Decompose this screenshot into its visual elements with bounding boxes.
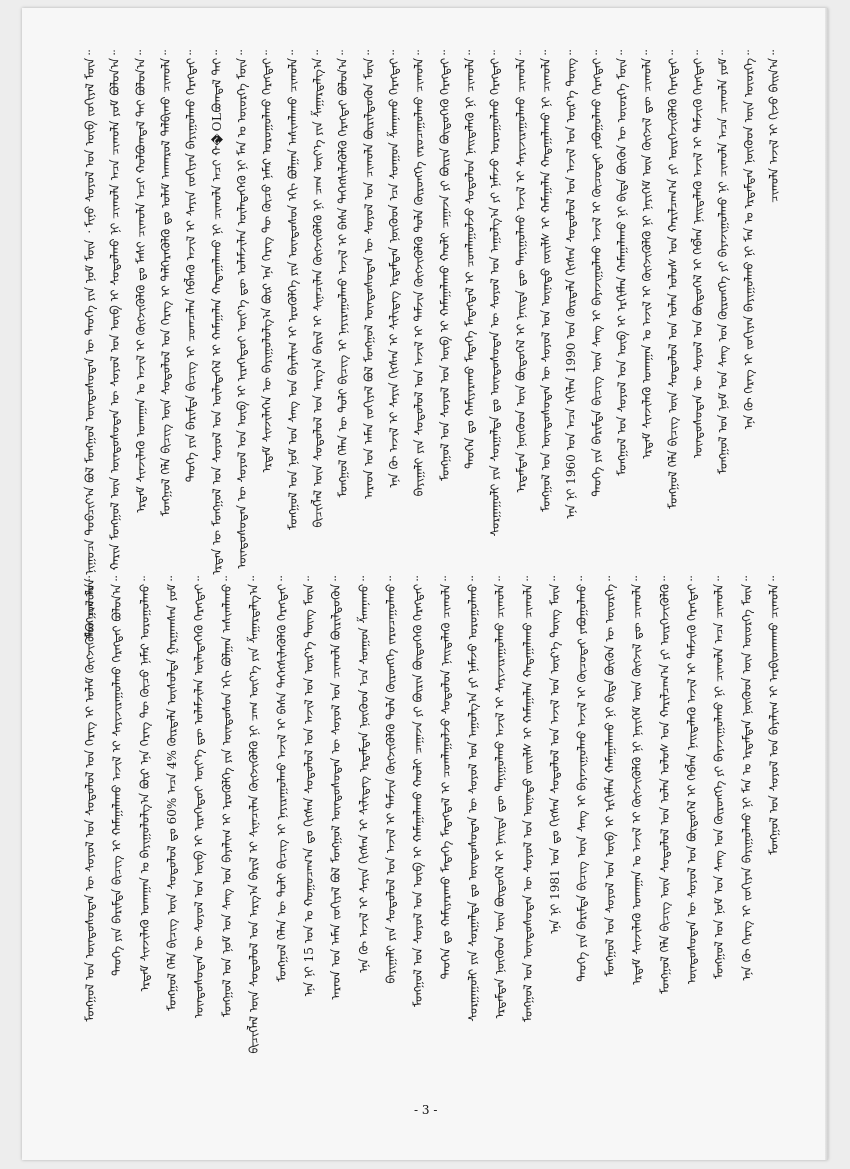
upper-text-line: ᠮᠣᠩᠭᠣᠯ ᠤᠨ ᠨᠣᠮ ᠤᠨ ᠰᠠᠩ ᠤᠨ ᠪᠠᠶᠠᠯᠢᠭ ᠢ ᠡᠷᠦᠭᠦᠯᠭᠡ ᠶᠢᠨ ᠦᠨᠳᠦᠰᠦᠨ ᠡᠬᠢ ᠪᠣᠯᠭᠠᠨ ᠠᠰᠢᠭᠯᠠᠬᠤ ᠴᠢᠬᠤᠯᠠ᠃	[285, 50, 300, 530]
upper-text-line: ᠠᠷᠠᠳ ᠤᠨ ᠠᠮᠠᠨ ᠵᠣᠬᠢᠶᠠᠯ ᠪᠣᠯ ᠮᠣᠩᠭᠣᠯ ᠦᠨᠳᠦᠰᠦᠲᠡᠨ ᠦ ᠰᠣᠶᠣᠯ ᠤᠨ ᠴᠢᠬᠤᠯᠠ ᠪᠦᠷᠢᠯᠳᠦᠬᠦᠨ ᠮᠥᠨ᠃	[361, 50, 376, 500]
upper-text-line: ᠪᠠᠶᠢᠭᠠᠯᠢ ᠶᠢᠨ ᠰᠤᠳᠤᠯᠤᠯ ᠤᠨ ᠠᠵᠢᠯ ᠢ ᠳᠡᠮᠵᠢᠨ ᠬᠥᠭᠵᠢᠭᠦᠯᠬᠦ ᠲᠤᠯᠠ ᠬᠥᠷᠥᠩᠭᠡ ᠵᠠᠷᠤᠴᠠᠭᠤᠯᠬᠤ ᠴᠢᠬᠤᠯᠠ᠃	[412, 50, 427, 497]
upper-text-line: ᠡᠨᠡ ᠬᠦ ᠬᠡᠷᠡᠭ ᠢ ᠵᠣᠬᠢᠶᠠᠨ ᠪᠠᠶᠢᠭᠤᠯᠬᠤ ᠨᠢ ᠮᠠᠨ ᠤ ᠡᠷᠳᠡᠮᠲᠡᠨ ᠨᠦ᠋ᠭᠦᠳ ᠦᠨ ᠦᠦᠷᠭᠡ᠃	[741, 50, 756, 430]
lower-text-line: ᠡᠷᠳᠡᠮ ᠰᠢᠨᠵᠢᠯᠡᠬᠦ ᠤᠬᠠᠭᠠᠨ ᠤ ᠪᠠᠶᠢᠭᠤᠯᠤᠯᠭ᠎ᠠ ᠪᠦᠷ ᠡᠨᠡ ᠬᠡᠷᠡᠭ ᠲᠦ ᠬᠦᠴᠦ ᠨᠡᠮᠡᠷ ᠣᠷᠤᠭᠤᠯᠬᠤ᠃	[137, 576, 152, 992]
upper-text-line: ᠪᠢᠴᠢᠭᠯᠡᠯ ᠦᠨ ᠰᠤᠳᠤᠯᠤᠯ ᠤᠨ ᠠᠷᠭ᠎ᠠ ᠪᠠᠷᠢᠯ ᠢ ᠰᠢᠨᠡᠴᠢᠯᠡᠨ ᠬᠥᠭᠵᠢᠭᠦᠯᠬᠦ ᠨᠢ ᠴᠠᠭ ᠦᠶ᠎ᠡ ᠶᠢᠨ ᠱᠠᠭᠠᠷᠳᠠᠯᠭ᠎ᠠ᠃	[310, 50, 325, 528]
lower-text-line: ᠠᠷᠠᠳ ᠤᠨ ᠠᠮᠠᠨ ᠵᠣᠬᠢᠶᠠᠯ ᠪᠣᠯ ᠮᠣᠩᠭᠣᠯ ᠦᠨᠳᠦᠰᠦᠲᠡᠨ ᠦ ᠰᠣᠶᠣᠯ ᠤᠨ ᠴᠢᠬᠤᠯᠠ ᠪᠦᠷᠢᠯᠳᠦᠬᠦᠨ᠃	[329, 576, 344, 1000]
lower-text-line: ᠡᠷᠳᠡᠮ ᠰᠢᠨᠵᠢᠯᠡᠬᠦ ᠤᠬᠠᠭᠠᠨ ᠤ ᠠᠵᠢᠯ ᠢ ᠬᠥᠭᠵᠢᠭᠦᠯᠬᠦ ᠨᠢ ᠨᠡᠶᠢᠭᠡᠮ ᠦᠨ ᠬᠥᠭᠵᠢᠯ ᠳᠦ ᠴᠢᠬᠤᠯᠠ᠃	[630, 576, 645, 985]
lower-text-line: ᠮᠣᠩᠭᠣᠯ ᠬᠡᠯᠡ ᠪᠢᠴᠢᠭ ᠦᠨ ᠰᠤᠳᠤᠯᠤᠯ ᠤᠨ ᠣᠯᠠᠨ ᠤᠯᠤᠰ ᠤᠨ ᠬᠠᠷᠢᠯᠴᠠᠭ᠎ᠠ ᠶᠢ ᠥᠷᠭᠡᠵᠢᠭᠦᠯᠬᠦ᠃	[657, 576, 672, 995]
upper-text-block	[82, 50, 782, 639]
lower-text-line: ᠲᠡᠦᠬᠡ ᠶᠢᠨ ᠪᠠᠷᠢᠮᠲᠠ ᠪᠢᠴᠢᠭ ᠦᠨ ᠰᠠᠩ ᠢ ᠪᠠᠶᠠᠵᠢᠭᠤᠯᠬᠤ ᠠᠵᠢᠯ ᠢ ᠬᠦᠴᠦᠲᠡᠢ ᠶᠠᠪᠤᠭᠤᠯᠬᠤ᠃	[575, 576, 590, 982]
lower-text-line: ᠡᠨᠡ ᠬᠦ ᠬᠡᠷᠡᠭ ᠢ ᠵᠣᠬᠢᠶᠠᠨ ᠪᠠᠶᠢᠭᠤᠯᠬᠤ ᠨᠢ ᠮᠠᠨ ᠤ ᠡᠷᠳᠡᠮᠲᠡᠨ ᠨᠦ᠋ᠭᠦᠳ ᠦᠨ ᠦᠦᠷᠭᠡ ᠮᠥᠨ᠃	[739, 576, 754, 981]
lower-text-block	[82, 576, 782, 1056]
lower-text-line: ᠪᠠᠶᠢᠭᠠᠯᠢ ᠶᠢᠨ ᠰᠤᠳᠤᠯᠤᠯ ᠤᠨ ᠠᠵᠢᠯ ᠢ ᠳᠡᠮᠵᠢᠨ ᠬᠥᠭᠵᠢᠭᠦᠯᠬᠦ ᠲᠤᠯᠠ ᠬᠥᠷᠥᠩᠭᠡ ᠵᠠᠷᠤᠴᠠᠭᠤᠯᠬᠤ᠃	[383, 576, 398, 984]
lower-text-line: ᠡᠨᠡ ᠨᠢ 15 ᠣᠨ ᠤ ᠬᠤᠭᠤᠴᠠᠭ᠎ᠠ ᠳᠤ ᠬᠢᠭᠰᠡᠨ ᠰᠤᠳᠤᠯᠤᠯ ᠤᠨ ᠠᠵᠢᠯ ᠤᠨ ᠦᠷ᠎ᠡ ᠳᠦᠩ ᠮᠥᠨ᠃	[301, 576, 316, 997]
upper-text-line: ᠮᠣᠩᠭᠣᠯ ᠬᠡᠯᠡ ᠪᠢᠴᠢᠭ ᠦᠨ ᠰᠤᠳᠤᠯᠤᠯ ᠤᠨ ᠬᠡᠷᠡᠭ ᠢ ᠳᠡᠯᠭᠡᠷᠡᠭᠦᠯᠬᠦ ᠳᠤ ᠤᠯᠠᠮ ᠠᠨᠬᠠᠷᠤᠯ ᠲᠠᠯᠪᠢᠬᠤ ᠴᠢᠬᠤᠯᠠ᠃	[158, 50, 173, 517]
upper-text-line: ᠦᠨᠳᠦᠰᠦᠲᠡᠨ ᠦ ᠰᠣᠶᠣᠯ ᠤᠨ ᠥᠪ ᠢ ᠢᠷᠡᠭᠡᠳᠦᠢ ᠦᠶ᠎ᠡ ᠳᠦ ᠤᠯᠠᠮᠵᠢᠯᠠᠨ ᠦᠯᠡᠳᠡᠭᠡᠬᠦ ᠨᠢ ᠮᠠᠨ ᠤ ᠦᠦᠷᠭᠡ ᠮᠥᠨ᠃	[234, 50, 249, 569]
lower-text-line: ᠮᠣᠩᠭᠣᠯ ᠤᠨ ᠰᠣᠶᠣᠯ ᠤᠨ ᠥᠪ ᠢ ᠬᠠᠮᠠᠭᠠᠯᠠᠬᠤ ᠬᠠᠤᠯᠢ ᠴᠠᠭᠠᠵᠠ ᠶᠢ ᠪᠦᠷᠢᠨ ᠪᠦᠲᠦᠭᠡᠬᠦ ᠬᠡᠷᠡᠭᠲᠡᠢ᠃	[411, 576, 426, 1008]
lower-text-line: ᠡᠨᠡ ᠬᠦ ᠠᠵᠢᠯ ᠢ ᠰᠠᠶᠢᠨ ᠬᠢᠭᠰᠡᠨ ᠢ ᠰᠢᠯᠢᠳᠡᠭ ᠡᠷᠳᠡᠮᠲᠡᠨ ᠨᠦ᠋ᠭᠦᠳ ᠡᠴᠡ ᠰᠣᠨᠭᠣᠨ ᠱᠠᠭᠨᠠᠬᠤ᠃	[356, 576, 371, 973]
scanned-page	[22, 8, 828, 1160]
upper-text-line: ᠡᠨᠡ ᠨᠢ 1960 ᠣᠨ ᠠᠴᠠ ᠡᠬᠢᠯᠡᠨ 1990 ᠣᠨ ᠬᠦᠷᠲᠡᠯᠡ ᠬᠢᠭᠰᠡᠨ ᠰᠤᠳᠤᠯᠤᠯ ᠤᠨ ᠠᠵᠢᠯ ᠤᠨ ᠦᠷ᠎ᠡ ᠳᠦᠩ᠃	[564, 50, 579, 519]
upper-text-line: ᠮᠣᠩᠭᠣᠯ ᠤᠨ ᠨᠢᠭᠤᠴᠠ ᠲᠣᠪᠴᠢᠶ᠎ᠠ ᠪᠣᠯ ᠮᠣᠩᠭᠣᠯ ᠦᠨᠳᠦᠰᠦᠲᠡᠨ ᠦ ᠲᠡᠦᠬᠡ ᠶᠢᠨ ᠨᠣᠮ ᠮᠥᠨ ᠂ ᠮᠢᠨᠦ ᠰᠣᠶᠣᠯ ᠤᠨ ᠥᠪ ᠵᠣᠬᠢᠶᠠᠯ ᠮᠥᠨ᠃	[83, 50, 97, 639]
upper-text-line: ᠬᠠᠷᠢᠨ ᠮᠣᠩᠭᠣᠯ ᠦᠨ ᠦᠨᠳᠦᠰᠦᠲᠡᠨ ᠦ ᠰᠣᠶᠣᠯ ᠤᠨ ᠥᠪ ᠢ ᠰᠤᠳᠤᠯᠬᠤ ᠨᠢ ᠴᠢᠬᠤᠯᠠ ᠠᠴᠠ ᠴᠢᠬᠤᠯᠠ ᠶᠤᠮ ᠪᠣᠯᠤᠨ᠎ᠠ᠃	[108, 50, 123, 571]
upper-text-line: ᠰᠤᠷᠭᠠᠭᠤᠯᠢ ᠶᠢᠨ ᠰᠤᠷᠭᠠᠯᠲᠠ ᠳᠤ ᠦᠨᠳᠦᠰᠦᠲᠡᠨ ᠦ ᠰᠣᠶᠣᠯ ᠤᠨ ᠠᠭᠤᠯᠭ᠎ᠠ ᠶᠢ ᠨᠡᠮᠡᠵᠦ ᠣᠷᠤᠭᠤᠯᠬᠤ ᠬᠡᠷᠡᠭᠲᠡᠢ᠃	[488, 50, 503, 537]
upper-text-line: ᠮᠣᠩᠭᠣᠯ ᠤᠨ ᠨᠣᠮ ᠤᠨ ᠰᠠᠩ ᠤᠨ ᠬᠥᠷᠥᠩᠭᠡ ᠶᠢ ᠪᠠᠶᠠᠵᠢᠭᠤᠯᠬᠤ ᠨᠢ ᠴᠢᠬᠤᠯᠠ ᠠᠴᠠ ᠴᠢᠬᠤᠯᠠ ᠶᠤᠮ᠃	[716, 50, 731, 475]
lower-text-line: ᠪᠢᠴᠢᠭᠯᠡᠯ ᠦᠨ ᠰᠤᠳᠤᠯᠤᠯ ᠤᠨ ᠠᠷᠭ᠎ᠠ ᠪᠠᠷᠢᠯ ᠢ ᠰᠢᠨᠡᠴᠢᠯᠡᠨ ᠬᠥᠭᠵᠢᠭᠦᠯᠬᠦ ᠨᠢ ᠴᠠᠭ ᠦᠶ᠎ᠡ ᠶᠢᠨ ᠱᠠᠭᠠᠷᠳᠠᠯᠭ᠎ᠠ᠃	[247, 576, 262, 1054]
upper-text-line: ᠡᠷᠳᠡᠮ ᠰᠢᠨᠵᠢᠯᠡᠬᠦ ᠤᠬᠠᠭᠠᠨ ᠤ ᠠᠵᠢᠯ ᠢ ᠬᠥᠭᠵᠢᠭᠦᠯᠬᠦ ᠨᠢ ᠨᠡᠶᠢᠭᠡᠮ ᠦᠨ ᠬᠥᠭᠵᠢᠯ ᠳᠦ ᠴᠢᠬᠤᠯᠠ᠃	[640, 50, 655, 459]
lower-text-line: ᠮᠣᠩᠭᠣᠯ ᠤᠨ ᠨᠣᠮ ᠤᠨ ᠰᠠᠩ ᠤᠨ ᠪᠠᠶᠠᠯᠢᠭ ᠢ ᠡᠷᠦᠭᠦᠯᠭᠡ ᠶᠢᠨ ᠦᠨᠳᠦᠰᠦᠨ ᠡᠬᠢ ᠪᠣᠯᠭᠠᠨ ᠠᠰᠢᠭᠯᠠᠬᠤ᠃	[219, 576, 234, 1018]
upper-text-line: ᠡᠷᠳᠡᠮ ᠰᠢᠨᠵᠢᠯᠡᠬᠦ ᠤᠬᠠᠭᠠᠨ ᠤ ᠠᠵᠢᠯ ᠢ ᠬᠥᠭᠵᠢᠭᠦᠯᠬᠦ ᠳᠤ ᠮᠠᠰᠢ ᠴᠢᠬᠤᠯᠠ ᠠᠴᠢ ᠬᠣᠯᠪᠣᠭᠳᠠᠯ ᠲᠠᠢ ᠪᠣᠯᠤᠨ᠎ᠠ᠃	[133, 50, 148, 513]
upper-text-line: ᠲᠡᠦᠬᠡ ᠶᠢᠨ ᠪᠠᠷᠢᠮᠲᠠ ᠪᠢᠴᠢᠭ ᠢ ᠴᠣᠭᠴᠠᠯᠠᠨ ᠬᠡᠪᠯᠡᠬᠦ ᠠᠵᠢᠯ ᠢ ᠰᠠᠶᠢᠨ ᠵᠣᠬᠢᠶᠠᠨ ᠪᠠᠶᠢᠭᠤᠯᠬᠤ ᠬᠡᠷᠡᠭᠲᠡᠢ᠃	[184, 50, 199, 483]
upper-text-line: ᠲᠡᠦᠬᠡ ᠶᠢᠨ ᠪᠠᠷᠢᠮᠲᠠ ᠪᠢᠴᠢᠭ ᠦᠨ ᠰᠠᠩ ᠢ ᠪᠠᠶᠠᠵᠢᠭᠤᠯᠬᠤ ᠠᠵᠢᠯ ᠢ ᠬᠦᠴᠦᠲᠡᠢ ᠶᠠᠪᠤᠭᠤᠯᠬᠤ ᠬᠡᠷᠡᠭᠲᠡᠢ᠃	[589, 50, 604, 497]
page-number: - 3 -	[414, 1103, 438, 1117]
lower-text-line: ᠮᠣᠩᠭᠣᠯ ᠬᠡᠯᠡ ᠪᠢᠴᠢᠭ ᠦᠨ ᠰᠤᠳᠤᠯᠤᠯ ᠳᠤ 60% ᠠᠴᠠ 4% ᠬᠦᠷᠲᠡᠯᠡ ᠥᠰᠦᠯᠲᠡ ᠭᠠᠷᠭᠠᠭᠰᠠᠨ ᠶᠤᠮ᠃	[165, 576, 180, 1011]
upper-text-line: ᠴᠢᠬᠤᠯᠠ ᠠᠵᠢᠯ ᠢ ᠬᠢᠵᠦ ᠪᠠᠢᠨ᠎ᠠ᠃	[766, 50, 781, 203]
upper-text-line: ᠡᠷᠳᠡᠮ ᠰᠢᠨᠵᠢᠯᠡᠭᠡᠨ ᠦ ᠪᠠᠶᠢᠭᠤᠯᠤᠯᠭ᠎ᠠ ᠪᠦᠷ ᠡᠨᠡ ᠬᠡᠷᠡᠭ ᠲᠦ ᠬᠦᠴᠦ ᠨᠡᠮᠡᠷ ᠣᠷᠤᠭᠤᠯᠬᠤ ᠬᠡᠷᠡᠭᠲᠡᠢ᠃	[260, 50, 275, 473]
upper-text-line: ᠡᠷᠲᠡᠨ ᠦ ᠮᠣᠩᠭᠣᠯ ᠤᠨ ᠰᠣᠶᠣᠯ ᠤᠨ ᠦᠯᠡᠳᠡᠭᠡᠯ ᠢ ᠬᠠᠮᠠᠭᠠᠯᠠᠨ ᠬᠠᠳᠠᠭᠠᠯᠠᠬᠤ ᠨᠢ ᠴᠢᠬᠤᠯᠠ ᠠᠴᠢ ᠬ�OLᠪᠣᠭᠳᠠᠯ ᠲᠠᠢ᠃	[209, 50, 224, 575]
lower-text-line: ᠮᠣᠩᠭᠣᠯ ᠤᠨ ᠰᠣᠶᠣᠯ ᠤᠨ ᠪᠠᠶᠠᠯᠢᠭ ᠢ ᠠᠷᠪᠢᠳᠬᠠᠬᠤ ᠴᠢᠬᠤᠯᠠ᠃	[766, 576, 781, 855]
upper-text-line: ᠮᠣᠩᠭᠣᠯ ᠬᠡᠯᠡᠨ ᠦ ᠲᠣᠯᠢ ᠪᠢᠴᠢᠭ ᠢ ᠨᠠᠶᠢᠷᠠᠭᠤᠯᠬᠤ ᠠᠵᠢᠯ ᠢ ᠪᠠᠰᠠ ᠳᠡᠭᠡᠭᠰᠢᠯᠡᠭᠦᠯᠬᠦ ᠬᠡᠷᠡᠭᠲᠡᠢ ᠪᠣᠯᠤᠨ᠎ᠠ᠃	[336, 50, 351, 498]
upper-text-line: ᠮᠣᠩᠭᠣᠯ ᠤᠨ ᠰᠣᠶᠣᠯ ᠤᠨ ᠥᠪ ᠢ ᠬᠠᠮᠠᠭᠠᠯᠠᠬᠤ ᠬᠠᠤᠯᠢ ᠴᠠᠭᠠᠵᠠ ᠶᠢ ᠪᠦᠷᠢᠨ ᠪᠦᠲᠦᠭᠡᠬᠦ ᠬᠡᠷᠡᠭᠲᠡᠢ᠃	[437, 50, 452, 482]
upper-text-line: ᠲᠡᠦᠬᠡᠨ ᠳᠤ ᠬᠠᠮᠢᠶᠠᠷᠠᠬᠤ ᠮᠡᠳᠡᠭᠡ ᠮᠡᠳᠡᠭᠳᠡᠯ ᠢ ᠴᠤᠭᠯᠠᠭᠤᠯᠵᠤ ᠰᠤᠳᠤᠯᠤᠨ ᠨᠡᠢᠲᠡᠯᠡᠬᠦ ᠨᠢ ᠴᠢᠬᠤᠯᠠ᠃	[462, 50, 477, 469]
lower-text-line: ᠮᠣᠩᠭᠣᠯ ᠤᠨ ᠰᠣᠶᠣᠯ ᠤᠨ ᠥᠪ ᠢ ᠡᠷᠬᠢᠮᠯᠡᠨ ᠬᠠᠮᠠᠭᠠᠯᠠᠬᠤ ᠨᠢ ᠪᠢᠳᠡ ᠪᠦᠬᠦᠨ ᠦ ᠦᠦᠷᠭᠡ᠃	[602, 576, 617, 977]
lower-text-line: ᠲᠡᠦᠬᠡ ᠶᠢᠨ ᠪᠠᠷᠢᠮᠲᠠ ᠪᠢᠴᠢᠭ ᠢ ᠬᠠᠮᠠᠭᠠᠯᠠᠬᠤ ᠠᠵᠢᠯ ᠢ ᠰᠠᠶᠢᠵᠢᠷᠠᠭᠤᠯᠬᠤ ᠬᠡᠷᠡᠭᠲᠡᠢ ᠪᠣᠯᠤᠨ᠎ᠠ᠃	[110, 576, 125, 976]
lower-text-line: ᠡᠨᠡ ᠨᠢ 1981 ᠣᠨ ᠳᠤ ᠬᠢᠭᠰᠡᠨ ᠰᠤᠳᠤᠯᠤᠯ ᠤᠨ ᠠᠵᠢᠯ ᠤᠨ ᠦᠷ᠎ᠡ ᠳᠦᠩ ᠮᠥᠨ᠃	[548, 576, 563, 934]
upper-text-line: ᠡᠷᠳᠡᠮᠲᠡᠨ ᠨᠦ᠋ᠭᠦᠳ ᠦᠨ ᠪᠦᠲᠦᠭᠡᠯ ᠢ ᠨᠡᠢᠲᠡ ᠳᠦ ᠲᠠᠨᠢᠭᠤᠯᠬᠤ ᠠᠵᠢᠯ ᠢ ᠰᠠᠶᠢᠵᠢᠷᠠᠭᠤᠯᠬᠤ ᠴᠢᠬᠤᠯᠠ᠃	[513, 50, 528, 493]
upper-text-line: ᠮᠣᠩᠭᠣᠯ ᠤᠨ ᠦᠨᠳᠦᠰᠦᠲᠡᠨ ᠦ ᠰᠣᠶᠣᠯ ᠤᠨ ᠦᠨᠡᠲᠦ ᠵᠦᠢᠯᠰ ᠢ ᠬᠠᠮᠠᠭᠠᠯᠠᠨ ᠬᠠᠳᠠᠭᠠᠯᠠᠬᠤ ᠨᠢ ᠴᠢᠬᠤᠯᠠ᠃	[538, 50, 553, 512]
lower-text-line: ᠮᠣᠩᠭᠣᠯ ᠤᠨ ᠨᠣᠮ ᠤᠨ ᠰᠠᠩ ᠤᠨ ᠬᠥᠷᠥᠩᠭᠡ ᠶᠢ ᠪᠠᠶᠠᠵᠢᠭᠤᠯᠬᠤ ᠨᠢ ᠴᠢᠬᠤᠯᠠ ᠠᠴᠠ ᠴᠢᠬᠤᠯᠠ᠃	[712, 576, 727, 980]
lower-text-line: ᠲᠡᠦᠬᠡᠨ ᠳᠤ ᠬᠠᠮᠢᠶᠠᠷᠠᠬᠤ ᠮᠡᠳᠡᠭᠡ ᠮᠡᠳᠡᠭᠳᠡᠯ ᠢ ᠴᠤᠭᠯᠠᠭᠤᠯᠵᠤ ᠰᠤᠳᠤᠯᠤᠨ ᠨᠡᠢᠲᠡᠯᠡᠬᠦ ᠴᠢᠬᠤᠯᠠ᠃	[438, 576, 453, 980]
lower-text-line: ᠮᠣᠩᠭᠣᠯ ᠤᠨ ᠦᠨᠳᠦᠰᠦᠲᠡᠨ ᠦ ᠰᠣᠶᠣᠯ ᠤᠨ ᠦᠨᠡᠲᠦ ᠵᠦᠢᠯᠰ ᠢ ᠬᠠᠮᠠᠭᠠᠯᠠᠨ ᠬᠠᠳᠠᠭᠠᠯᠠᠬᠤ ᠴᠢᠬᠤᠯᠠ᠃	[520, 576, 535, 1023]
lower-text-line: ᠮᠣᠩᠭᠣᠯ ᠬᠡᠯᠡᠨ ᠦ ᠲᠣᠯᠢ ᠪᠢᠴᠢᠭ ᠢ ᠨᠠᠶᠢᠷᠠᠭᠤᠯᠬᠤ ᠠᠵᠢᠯ ᠢ ᠪᠠᠰᠠ ᠳᠡᠭᠡᠭᠰᠢᠯᠡᠭᠦᠯᠬᠦ ᠬᠡᠷᠡᠭᠲᠡᠢ᠃	[274, 576, 289, 982]
upper-text-line: ᠡᠨᠡ ᠬᠦ ᠠᠵᠢᠯ ᠢ ᠰᠠᠶᠢᠨ ᠬᠢᠭᠰᠡᠨ ᠢ ᠰᠢᠯᠢᠳᠡᠭ ᠡᠷᠳᠡᠮᠲᠡᠨ ᠨᠦ᠋ᠭᠦᠳ ᠡᠴᠡ ᠰᠣᠨᠭᠣᠨ ᠱᠠᠭᠨᠠᠬᠤ ᠬᠡᠷᠡᠭᠲᠡᠢ᠃	[386, 50, 401, 488]
lower-text-line: ᠰᠤᠷᠭᠠᠭᠤᠯᠢ ᠶᠢᠨ ᠰᠤᠷᠭᠠᠯᠲᠠ ᠳᠤ ᠦᠨᠳᠦᠰᠦᠲᠡᠨ ᠦ ᠰᠣᠶᠣᠯ ᠤᠨ ᠠᠭᠤᠯᠭ᠎ᠠ ᠶᠢ ᠨᠡᠮᠡᠵᠦ ᠣᠷᠤᠭᠤᠯᠬᠤ᠃	[466, 576, 481, 1022]
lower-text-line: ᠦᠨᠳᠦᠰᠦᠲᠡᠨ ᠦ ᠰᠣᠶᠣᠯ ᠤᠨ ᠥᠪ ᠢ ᠢᠷᠡᠭᠡᠳᠦᠢ ᠦᠶ᠎ᠡ ᠳᠦ ᠤᠯᠠᠮᠵᠢᠯᠠᠨ ᠦᠯᠡᠳᠡᠭᠡᠬᠦ ᠬᠡᠷᠡᠭᠲᠡᠢ᠃	[192, 576, 207, 1019]
upper-text-line: ᠮᠣᠩᠭᠣᠯ ᠤᠨ ᠰᠣᠶᠣᠯ ᠤᠨ ᠥᠪ ᠢ ᠡᠷᠬᠢᠮᠯᠡᠨ ᠬᠠᠮᠠᠭᠠᠯᠠᠬᠤ ᠨᠢ ᠪᠢᠳᠡ ᠪᠦᠬᠦᠨ ᠦ ᠦᠦᠷᠭᠡ ᠮᠥᠨ᠃	[614, 50, 629, 476]
lower-text-line: ᠦᠨᠳᠦᠰᠦᠲᠡᠨ ᠦ ᠰᠣᠶᠣᠯ ᠤᠨ ᠪᠦᠲᠦᠭᠡᠯ ᠢ ᠬᠡᠪᠯᠡᠨ ᠨᠡᠢᠲᠡᠯᠡᠬᠦ ᠠᠵᠢᠯ ᠢ ᠳᠡᠮᠵᠢᠬᠦ ᠬᠡᠷᠡᠭᠲᠡᠢ᠃	[684, 576, 699, 985]
upper-text-line: ᠦᠨᠳᠦᠰᠦᠲᠡᠨ ᠦ ᠰᠣᠶᠣᠯ ᠤᠨ ᠪᠦᠲᠦᠭᠡᠯ ᠢ ᠬᠡᠪᠯᠡᠨ ᠨᠡᠢᠲᠡᠯᠡᠬᠦ ᠠᠵᠢᠯ ᠢ ᠳᠡᠮᠵᠢᠬᠦ ᠬᠡᠷᠡᠭᠲᠡᠢ᠃	[690, 50, 705, 459]
lower-text-line: ᠡᠷᠳᠡᠮᠲᠡᠨ ᠨᠦ᠋ᠭᠦᠳ ᠦᠨ ᠪᠦᠲᠦᠭᠡᠯ ᠢ ᠨᠡᠢᠲᠡ ᠳᠦ ᠲᠠᠨᠢᠭᠤᠯᠬᠤ ᠠᠵᠢᠯ ᠢ ᠰᠠᠶᠢᠵᠢᠷᠠᠭᠤᠯᠬᠤ ᠴᠢᠬᠤᠯᠠ᠃	[493, 576, 508, 1019]
upper-text-line: ᠮᠣᠩᠭᠣᠯ ᠬᠡᠯᠡ ᠪᠢᠴᠢᠭ ᠦᠨ ᠰᠤᠳᠤᠯᠤᠯ ᠤᠨ ᠣᠯᠠᠨ ᠤᠯᠤᠰ ᠤᠨ ᠬᠠᠷᠢᠯᠴᠠᠭ᠎ᠠ ᠶᠢ ᠥᠷᠭᠡᠵᠢᠭᠦᠯᠬᠦ ᠬᠡᠷᠡᠭᠲᠡᠢ᠃	[665, 50, 680, 509]
lower-text-line: ᠮᠣᠩᠭᠣᠯ ᠤᠨ ᠦᠨᠳᠦᠰᠦᠲᠡᠨ ᠦ ᠰᠣᠶᠣᠯ ᠤᠨ ᠰᠤᠳᠤᠯᠤᠯ ᠤᠨ ᠬᠡᠷᠡᠭ ᠢ ᠤᠯᠠᠮ ᠬᠥᠭᠵᠢᠭᠦᠯᠬᠦ ᠴᠢᠬᠤᠯᠠ᠃	[83, 576, 97, 1022]
